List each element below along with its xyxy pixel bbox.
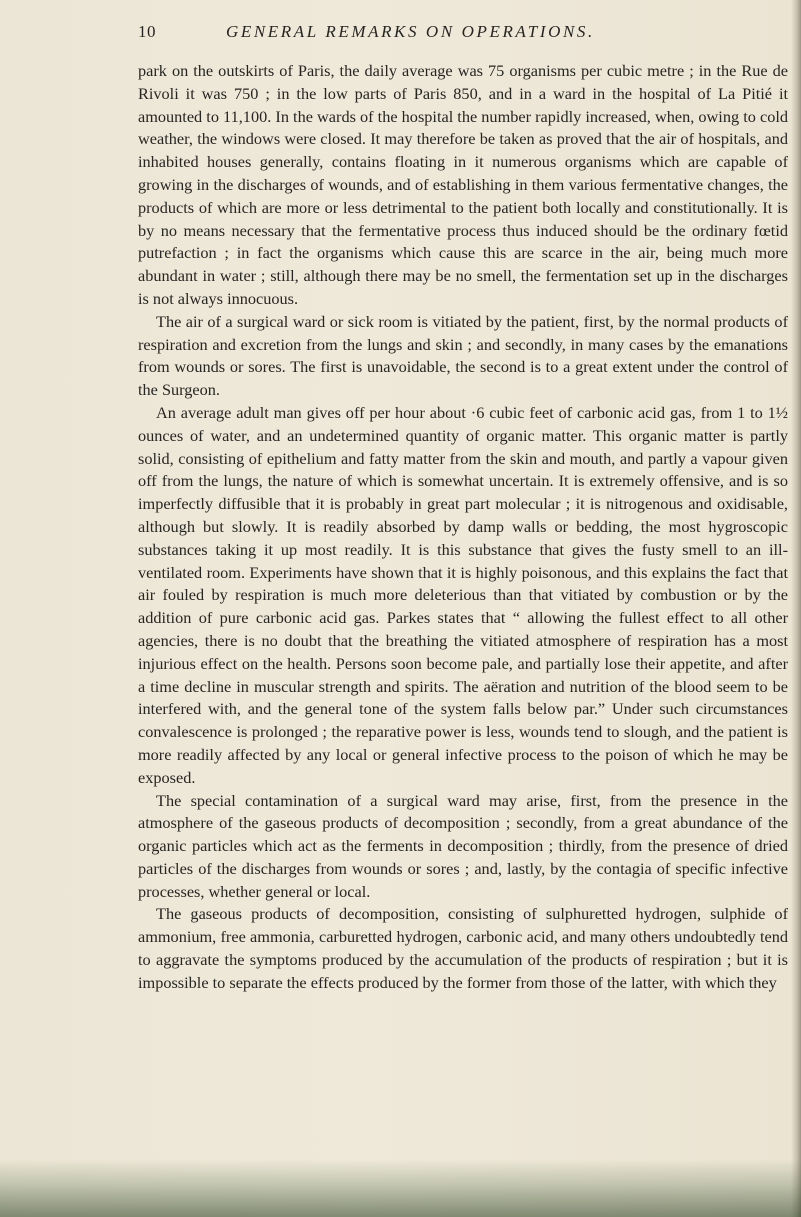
- page-number: 10: [138, 22, 156, 41]
- body-text: [138, 60, 788, 995]
- page-edge-shadow: [791, 0, 801, 1217]
- page-header: [108, 22, 708, 48]
- paragraph-adult-output: An average adult man gives off per hour about ·6 cubic feet of carbonic acid gas, from 1 to 1½ ounces of water, and an undetermined quantity of organic matter. This organic matter is partly solid, consisting of epithelium and fatty matter from the skin and mouth, and partly a vapour given off from the lungs, the nature of which is somewhat uncertain. It is extremely offensive, and is so imperfectly diffusible that it is probably in great part molecular ; it is nitrogenous and oxidisable, although but slowly. It is readily absorbed by damp walls or bedding, the most hygroscopic substances taking it up most readily. It is this substance that gives the fusty smell to an ill-ventilated room. Experiments have shown that it is highly poisonous, and this explains the fact that air fouled by respiration is much more deleterious than that vitiated by combustion or by the addition of pure carbonic acid gas. Parkes states that “ allowing the fullest effect to all other agencies, there is no doubt that the breathing the vitiated atmosphere of respiration has a most injurious effect on the health. Persons soon become pale, and partially lose their appetite, and after a time decline in muscular strength and spirits. The aëration and nutrition of the blood seem to be interfered with, and the general tone of the system falls below par.” Under such circumstances convalescence is prolonged ; the reparative power is less, wounds tend to slough, and the patient is more readily affected by any local or general infective process to the poison of which he may be exposed.: [138, 402, 788, 787]
- page-bottom-shadow: [0, 1159, 801, 1217]
- paragraph-air-vitiation: The air of a surgical ward or sick room is vitiated by the patient, first, by the normal products of respiration and excretion from the lungs and skin ; and secondly, in many cases by the emanations from wounds or sores. The first is unavoidable, the second is to a great extent under the control of the Surgeon.: [138, 311, 788, 400]
- paragraph-continued: park on the outskirts of Paris, the daily average was 75 organisms per cubic metre ; in the Rue de Rivoli it was 750 ; in the low parts of Paris 850, and in a ward in the hospital of La Pitié it amounted to 11,100. In the wards of the hospital the number rapidly increased, when, owing to cold weather, the windows were closed. It may therefore be taken as proved that the air of hospitals, and inhabited houses generally, contains floating in it numerous organisms which are capable of growing in the discharges of wounds, and of establishing in them various fermentative changes, the products of which are more or less detrimental to the patient both locally and constitutionally. It is by no means necessary that the fermentative process thus induced should be the ordinary fœtid putrefaction ; in fact the organisms which cause this are scarce in the air, being much more abundant in water ; still, although there may be no smell, the fermentation set up in the discharges is not always innocuous.: [138, 61, 788, 308]
- paragraph-special-contamination: The special contamination of a surgical ward may arise, first, from the presence in the atmosphere of the gaseous products of decomposition ; secondly, from a great abundance of the organic particles which act as the ferments in decomposition ; thirdly, from the presence of dried particles of the discharges from wounds or sores ; and, lastly, by the contagia of specific infective processes, whether general or local.: [138, 790, 788, 901]
- running-title: GENERAL REMARKS ON OPERATIONS.: [226, 22, 595, 41]
- paragraph-gaseous-products: The gaseous products of decomposition, consisting of sulphuretted hydrogen, sulphide of ammonium, free ammonia, carburetted hydrogen, carbonic acid, and many others undoubtedly tend to aggravate the symptoms produced by the accumulation of the products of respiration ; but it is impossible to separate the effects produced by the former from those of the latter, with which they: [138, 904, 788, 992]
